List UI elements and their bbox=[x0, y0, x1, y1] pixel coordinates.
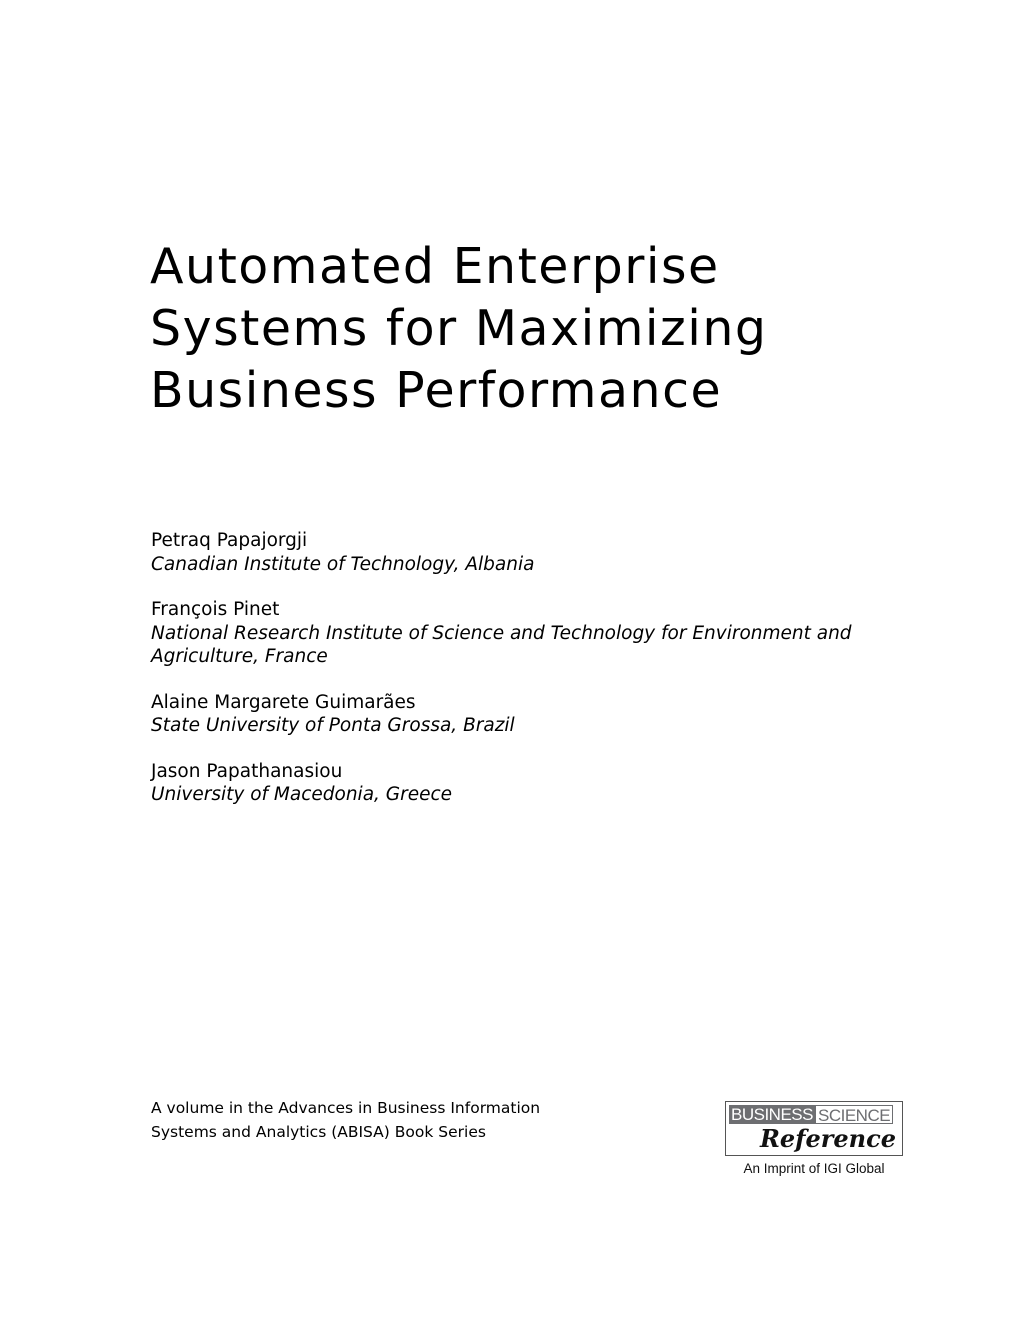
author-affiliation: National Research Institute of Science and Technology for Environment and Agriculture, France bbox=[151, 622, 852, 667]
logo-box bbox=[725, 1101, 903, 1156]
author-entry bbox=[151, 598, 911, 669]
author-name: François Pinet bbox=[151, 599, 280, 620]
series-note-line: Systems and Analytics (ABISA) Book Series bbox=[151, 1123, 486, 1141]
logo-word-science: SCIENCE bbox=[815, 1105, 893, 1124]
logo-word-reference: Reference bbox=[759, 1124, 896, 1153]
series-note-line: A volume in the Advances in Business Information bbox=[151, 1099, 541, 1117]
author-name: Petraq Papajorgji bbox=[151, 530, 308, 551]
author-affiliation: State University of Ponta Grossa, Brazil bbox=[151, 715, 515, 736]
book-title bbox=[150, 236, 910, 422]
series-note bbox=[151, 1096, 591, 1144]
publisher-logo bbox=[725, 1101, 903, 1178]
book-title-line: Automated Enterprise bbox=[150, 238, 720, 295]
book-title-line: Business Performance bbox=[150, 362, 723, 419]
author-name: Alaine Margarete Guimarães bbox=[151, 691, 416, 713]
author-name: Jason Papathanasiou bbox=[151, 760, 343, 782]
book-title-line: Systems for Maximizing bbox=[150, 300, 768, 357]
author-entry bbox=[151, 760, 911, 807]
logo-imprint: An Imprint of IGI Global bbox=[743, 1161, 885, 1176]
author-affiliation: Canadian Institute of Technology, Albania bbox=[151, 553, 535, 575]
author-affiliation: University of Macedonia, Greece bbox=[151, 784, 453, 805]
author-entry bbox=[151, 691, 911, 738]
author-list bbox=[151, 529, 911, 829]
author-entry bbox=[151, 529, 911, 576]
logo-word-business: BUSINESS bbox=[731, 1105, 813, 1124]
logo-wordmark bbox=[729, 1105, 893, 1124]
